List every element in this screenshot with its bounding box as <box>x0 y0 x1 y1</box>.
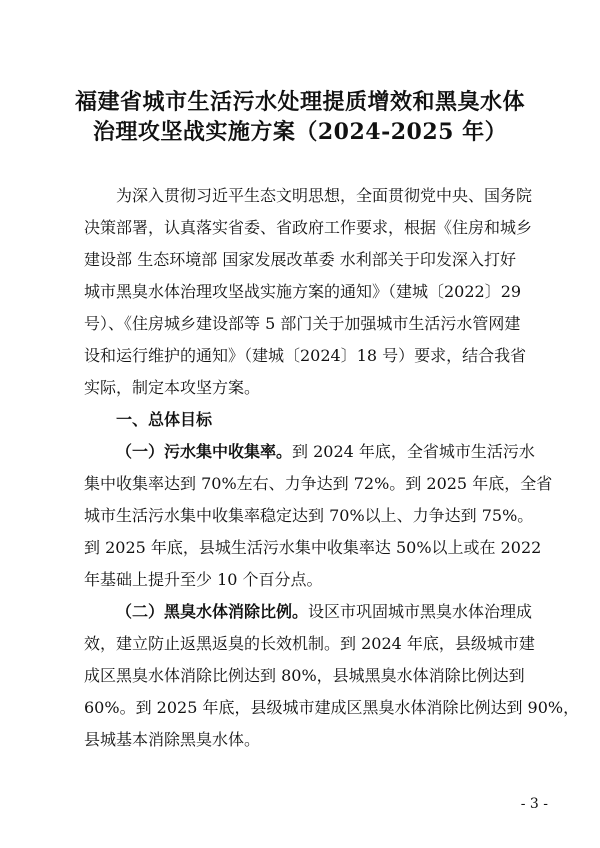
item2-line-3: 成区黑臭水体消除比例达到 80%，县城黑臭水体消除比例达到 <box>84 666 525 685</box>
item1-first-line-text: 到 2024 年底，全省城市生活污水 <box>292 442 535 461</box>
item2-label: （二）黑臭水体消除比例。 <box>116 602 309 621</box>
intro-line-1: 为深入贯彻习近平生态文明思想，全面贯彻党中央、国务院 <box>116 186 533 205</box>
item1-label: （一）污水集中收集率。 <box>116 442 293 461</box>
page-number: - 3 - <box>520 796 548 812</box>
item2-first-line-text: 设区市巩固城市黑臭水体治理成 <box>308 602 533 621</box>
intro-line-7: 实际，制定本攻坚方案。 <box>84 378 261 397</box>
intro-line-4: 城市黑臭水体治理攻坚战实施方案的通知》（建城〔2022〕29 <box>84 282 522 301</box>
item1-line-2: 集中收集率达到 70%左右、力争达到 72%。到 2025 年底，全省 <box>84 474 553 493</box>
intro-line-2: 决策部署，认真落实省委、省政府工作要求，根据《住房和城乡 <box>84 218 533 237</box>
item1-line-4: 到 2025 年底，县城生活污水集中收集率达 50%以上或在 2022 <box>84 538 542 557</box>
item2-line-4: 60%。到 2025 年底，县级城市建成区黑臭水体消除比例达到 90%， <box>84 698 580 717</box>
intro-line-3: 建设部 生态环境部 国家发展改革委 水利部关于印发深入打好 <box>84 250 516 269</box>
document-title-line-1: 福建省城市生活污水处理提质增效和黑臭水体 <box>74 89 525 115</box>
section-heading-overall-goals: 一、总体目标 <box>116 410 213 429</box>
intro-line-5: 号）、《住房城乡建设部等 5 部门关于加强城市生活污水管网建 <box>84 314 521 333</box>
intro-line-6: 设和运行维护的通知》（建城〔2024〕18 号）要求，结合我省 <box>84 346 527 365</box>
document-title-line-2: 治理攻坚战实施方案（2024-2025 年） <box>92 119 508 145</box>
item2-line-2: 效，建立防止返黑返臭的长效机制。到 2024 年底，县级城市建 <box>84 634 535 653</box>
item1-line-5: 年基础上提升至少 10 个百分点。 <box>84 570 323 589</box>
item1-first-line <box>116 436 535 468</box>
item1-line-3: 城市生活污水集中收集率稳定达到 70%以上、力争达到 75%。 <box>84 506 534 525</box>
item2-line-5: 县城基本消除黑臭水体。 <box>84 730 261 749</box>
item2-first-line <box>116 596 533 628</box>
